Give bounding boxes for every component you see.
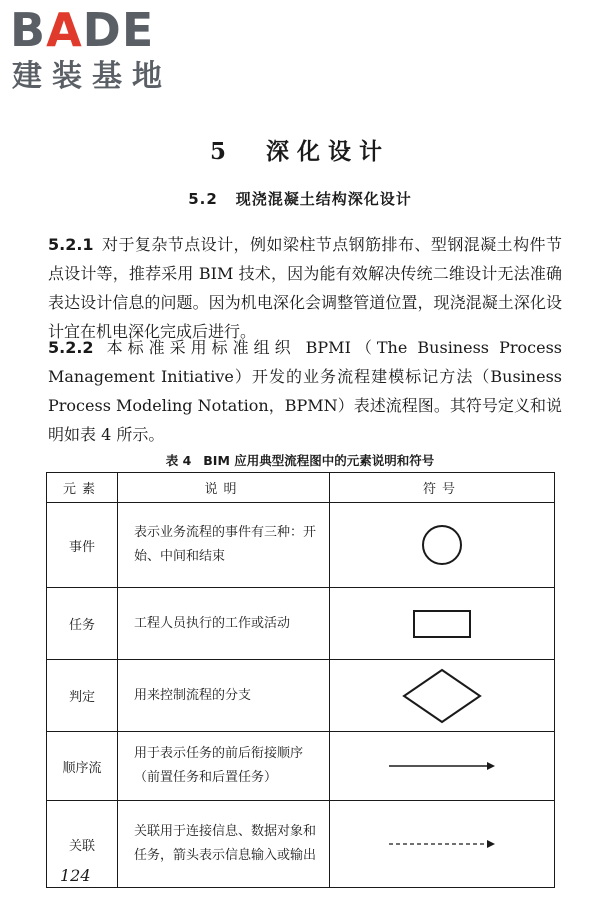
- table-title: BIM 应用典型流程图中的元素说明和符号: [203, 453, 435, 468]
- table-caption: [0, 451, 600, 469]
- circle-icon: [417, 520, 467, 570]
- header-symbol: 符号: [330, 473, 555, 503]
- element-cell: 任务: [47, 588, 118, 660]
- dashed-arrow-icon: [387, 837, 497, 851]
- section-heading: [0, 188, 600, 209]
- diamond-icon: [400, 667, 484, 725]
- chapter-title: 深化设计: [266, 138, 391, 165]
- bpmn-symbols-table: [46, 472, 555, 888]
- table-header-row: [47, 473, 555, 503]
- table-number: 表 4: [165, 453, 192, 468]
- page-number: 124: [60, 866, 91, 885]
- symbol-cell: [330, 801, 555, 888]
- element-cell: 事件: [47, 503, 118, 588]
- symbol-cell: [330, 588, 555, 660]
- table-row: [47, 801, 555, 888]
- element-cell: 顺序流: [47, 732, 118, 801]
- table-row: [47, 732, 555, 801]
- logo-subtitle: 建装基地: [12, 59, 172, 94]
- chapter-heading: [0, 133, 600, 166]
- table-row: [47, 503, 555, 588]
- description-cell: 表示业务流程的事件有三种：开始、中间和结束: [118, 503, 330, 588]
- description-cell: 关联用于连接信息、数据对象和任务，箭头表示信息输入或输出: [118, 801, 330, 888]
- symbol-cell: [330, 503, 555, 588]
- table-row: [47, 660, 555, 732]
- logo-wordmark: BADE: [10, 3, 155, 57]
- clause-number: 5.2.1: [48, 235, 94, 254]
- symbol-cell: [330, 732, 555, 801]
- clause-number: 5.2.2: [48, 338, 94, 357]
- clause-5-2-1: [48, 230, 562, 346]
- element-cell: 关联: [47, 801, 118, 888]
- element-cell: 判定: [47, 660, 118, 732]
- description-cell: 工程人员执行的工作或活动: [118, 588, 330, 660]
- header-description: 说明: [118, 473, 330, 503]
- bade-logo: [10, 3, 180, 96]
- clause-5-2-2: [48, 333, 562, 449]
- section-title: 现浇混凝土结构深化设计: [235, 190, 412, 208]
- section-number: 5.2: [188, 190, 218, 208]
- header-element: 元素: [47, 473, 118, 503]
- rectangle-icon: [410, 607, 474, 641]
- chapter-number: 5: [209, 138, 234, 165]
- clause-text: 对于复杂节点设计，例如梁柱节点钢筋排布、型钢混凝土构件节点设计等，推荐采用 BIM 技术，因为能有效解决传统二维设计无法准确表达设计信息的问题。因为机电深化会调整管道位置，现浇混凝土深化设计宜在机电深化完成后进行。: [48, 235, 562, 341]
- solid-arrow-icon: [387, 759, 497, 773]
- description-cell: 用来控制流程的分支: [118, 660, 330, 732]
- description-cell: 用于表示任务的前后衔接顺序（前置任务和后置任务）: [118, 732, 330, 801]
- symbol-cell: [330, 660, 555, 732]
- table-row: [47, 588, 555, 660]
- clause-text: 本标准采用标准组织 BPMI（The Business Process Management Initiative）开发的业务流程建模标记方法（Business Process Modeling Notation，BPMN）表述流程图。其符号定义和说明如表 4 所示。: [48, 338, 562, 444]
